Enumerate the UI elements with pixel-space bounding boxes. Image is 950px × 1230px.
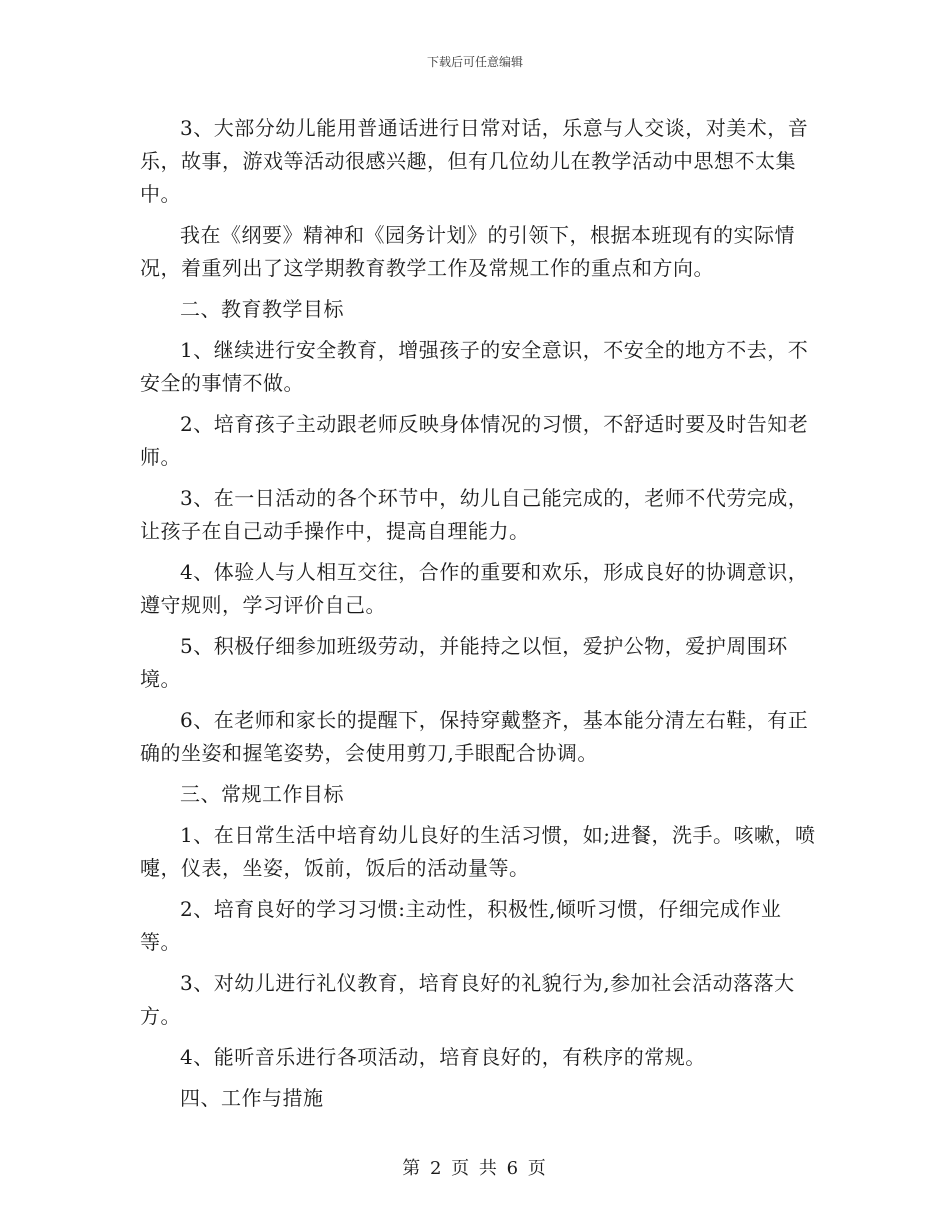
section-heading: 四、工作与措施 — [180, 1086, 324, 1110]
section-heading: 二、教育教学目标 — [180, 297, 344, 321]
paragraph: 3、在一日活动的各个环节中，幼儿自己能完成的，老师不代劳完成，让孩子在自己动手操作中，提高自理能力。 — [140, 486, 809, 543]
paragraph: 4、体验人与人相互交往，合作的重要和欢乐，形成良好的协调意识，遵守规则，学习评价自己。 — [140, 560, 809, 617]
paragraph: 1、在日常生活中培育幼儿良好的生活习惯，如;进餐，洗手。咳嗽，喷嚏，仪表，坐姿，饭前，饭后的活动量等。 — [140, 823, 816, 880]
paragraph: 3、大部分幼儿能用普通话进行日常对话，乐意与人交谈，对美术，音乐，故事，游戏等活动很感兴趣，但有几位幼儿在教学活动中思想不太集中。 — [140, 116, 809, 206]
paragraph: 5、积极仔细参加班级劳动，并能持之以恒，爱护公物，爱护周围环境。 — [140, 634, 788, 691]
paragraph: 2、培育孩子主动跟老师反映身体情况的习惯，不舒适时要及时告知老师。 — [140, 412, 809, 469]
paragraph: 1、继续进行安全教育，增强孩子的安全意识，不安全的地方不去，不安全的事情不做。 — [140, 338, 809, 395]
paragraph: 2、培育良好的学习习惯:主动性，积极性,倾听习惯，仔细完成作业等。 — [140, 897, 782, 954]
document-body — [140, 112, 820, 1123]
page-header: 下载后可任意编辑 — [426, 55, 523, 69]
paragraph: 4、能听音乐进行各项活动，培育良好的，有秩序的常规。 — [180, 1045, 706, 1069]
paragraph: 6、在老师和家长的提醒下，保持穿戴整齐，基本能分清左右鞋，有正确的坐姿和握笔姿势，会使用剪刀,手眼配合协调。 — [140, 708, 809, 765]
section-heading: 三、常规工作目标 — [180, 782, 344, 806]
page-footer: 第 2 页 共 6 页 — [402, 1158, 548, 1179]
paragraph: 3、对幼儿进行礼仪教育，培育良好的礼貌行为,参加社会活动落落大方。 — [140, 971, 795, 1028]
paragraph: 我在《纲要》精神和《园务计划》的引领下，根据本班现有的实际情况，着重列出了这学期教育教学工作及常规工作的重点和方向。 — [140, 223, 795, 280]
